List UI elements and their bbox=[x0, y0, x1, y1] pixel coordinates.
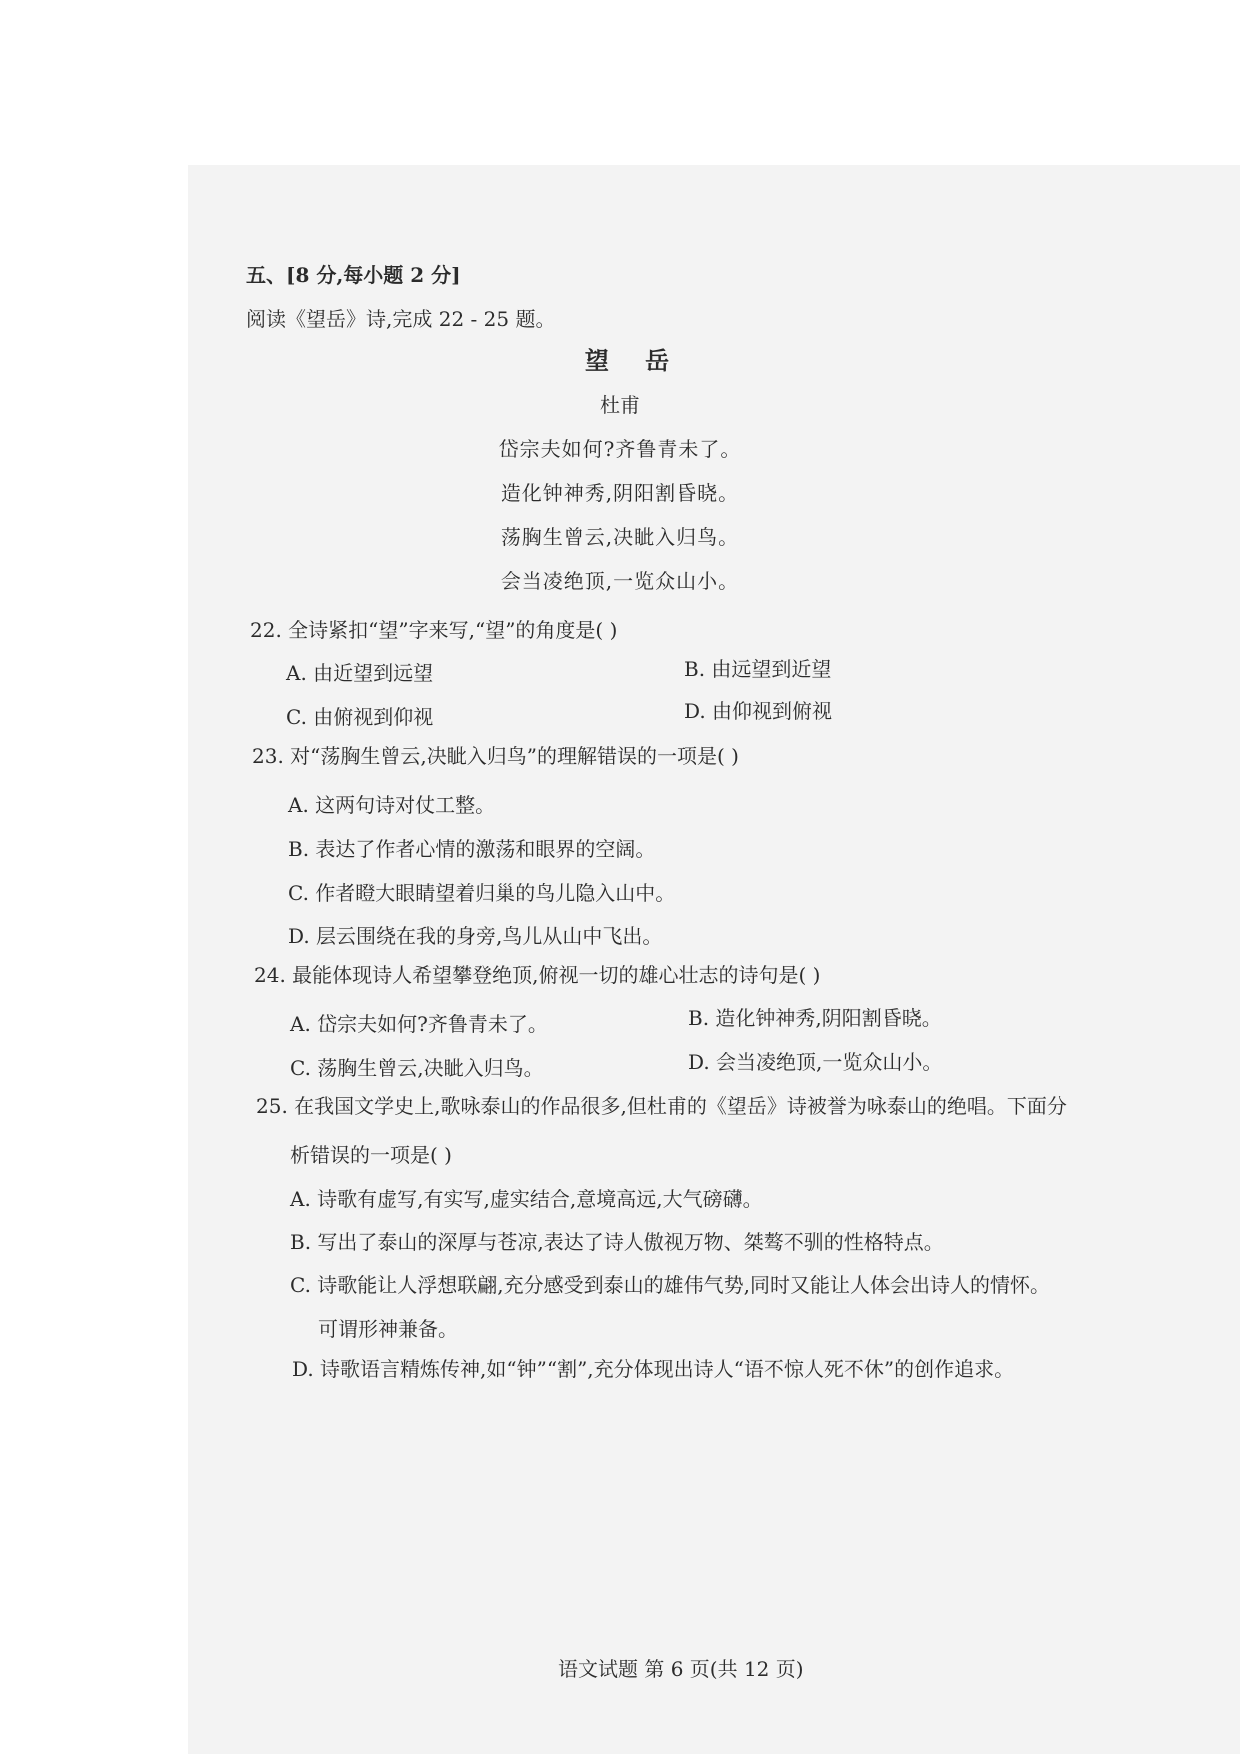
question-25-option-d: D. 诗歌语言精炼传神,如“钟”“割”,充分体现出诗人“语不惊人死不休”的创作追求。 bbox=[292, 1357, 1015, 1381]
question-24-stem: 24. 最能体现诗人希望攀登绝顶,俯视一切的雄心壮志的诗句是( ) bbox=[254, 963, 821, 987]
section-instruction: 阅读《望岳》诗,完成 22 - 25 题。 bbox=[246, 307, 556, 331]
question-24-option-b: B. 造化钟神秀,阴阳割昏晓。 bbox=[688, 1006, 942, 1030]
question-25-option-b: B. 写出了泰山的深厚与苍凉,表达了诗人傲视万物、桀骜不驯的性格特点。 bbox=[290, 1230, 944, 1254]
question-23-option-b: B. 表达了作者心情的激荡和眼界的空阔。 bbox=[288, 837, 656, 861]
question-23-stem: 23. 对“荡胸生曾云,决眦入归鸟”的理解错误的一项是( ) bbox=[252, 744, 739, 768]
question-25-option-a: A. 诗歌有虚写,有实写,虚实结合,意境高远,大气磅礴。 bbox=[290, 1187, 763, 1211]
question-23-option-a: A. 这两句诗对仗工整。 bbox=[288, 793, 496, 817]
question-24-option-c: C. 荡胸生曾云,决眦入归鸟。 bbox=[290, 1056, 544, 1080]
poem-title: 望 岳 bbox=[584, 346, 684, 375]
question-25-stem-line-2: 析错误的一项是( ) bbox=[290, 1143, 452, 1167]
poem-line-2: 造化钟神秀,阴阳割昏晓。 bbox=[500, 481, 740, 505]
question-23-option-c: C. 作者瞪大眼睛望着归巢的鸟儿隐入山中。 bbox=[288, 881, 676, 905]
question-22-option-d: D. 由仰视到俯视 bbox=[684, 699, 833, 723]
question-22-option-c: C. 由俯视到仰视 bbox=[286, 705, 434, 729]
poem-author: 杜甫 bbox=[600, 393, 640, 417]
section-heading: 五、[8 分,每小题 2 分] bbox=[246, 263, 461, 287]
page-footer: 语文试题 第 6 页(共 12 页) bbox=[558, 1657, 804, 1681]
question-23-option-d: D. 层云围绕在我的身旁,鸟儿从山中飞出。 bbox=[288, 924, 663, 948]
question-24-option-a: A. 岱宗夫如何?齐鲁青未了。 bbox=[290, 1012, 548, 1036]
question-25-option-c-continued: 可谓形神兼备。 bbox=[318, 1317, 458, 1341]
question-25-option-c: C. 诗歌能让人浮想联翩,充分感受到泰山的雄伟气势,同时又能让人体会出诗人的情怀。 bbox=[290, 1273, 1051, 1297]
poem-line-4: 会当凌绝顶,一览众山小。 bbox=[500, 569, 740, 593]
poem-line-1: 岱宗夫如何?齐鲁青未了。 bbox=[498, 437, 742, 461]
poem-line-3: 荡胸生曾云,决眦入归鸟。 bbox=[500, 525, 740, 549]
question-24-option-d: D. 会当凌绝顶,一览众山小。 bbox=[688, 1050, 943, 1074]
question-22-option-a: A. 由近望到远望 bbox=[286, 661, 434, 685]
question-22-option-b: B. 由远望到近望 bbox=[684, 657, 832, 681]
question-25-stem-line-1: 25. 在我国文学史上,歌咏泰山的作品很多,但杜甫的《望岳》诗被誉为咏泰山的绝唱。下面分 bbox=[256, 1094, 1067, 1118]
question-22-stem: 22. 全诗紧扣“望”字来写,“望”的角度是( ) bbox=[250, 618, 618, 642]
